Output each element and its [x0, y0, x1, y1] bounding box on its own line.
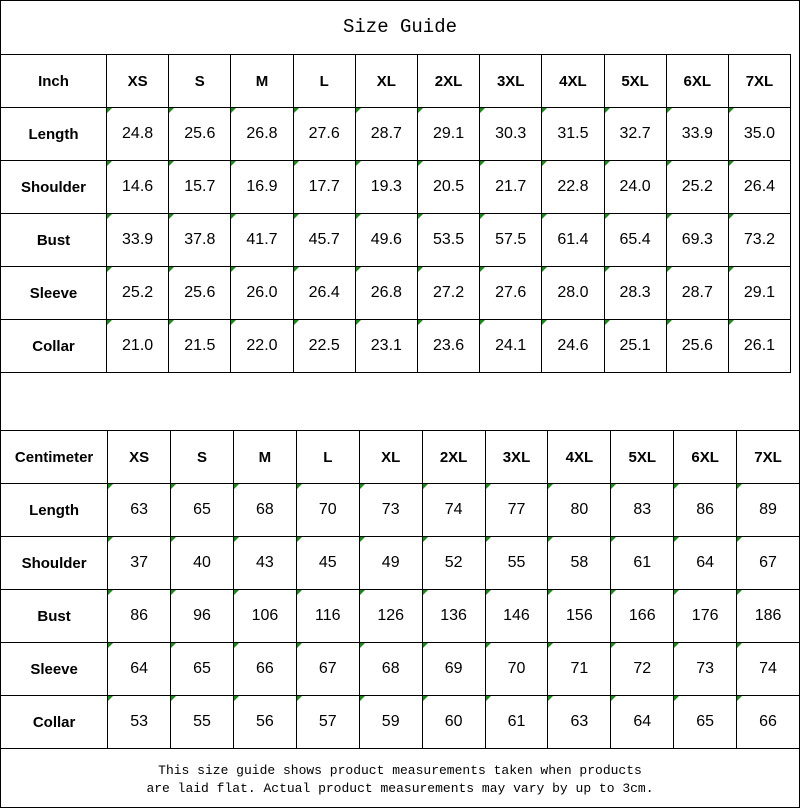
inch-value-cell: 41.7 — [231, 214, 293, 267]
inch-value-cell: 57.5 — [480, 214, 542, 267]
inch-value-cell: 22.0 — [231, 320, 293, 373]
cm-value-cell: 73 — [359, 484, 422, 537]
cm-value-cell: 166 — [611, 590, 674, 643]
cm-value-cell: 59 — [359, 696, 422, 749]
inch-value-cell: 26.0 — [231, 267, 293, 320]
inch-value-cell: 16.9 — [231, 161, 293, 214]
cm-value-cell: 40 — [171, 537, 234, 590]
cm-value-cell: 55 — [485, 537, 548, 590]
cm-row-length — [1, 484, 800, 537]
cm-value-cell: 89 — [737, 484, 800, 537]
cm-size-header: XS — [108, 431, 171, 484]
cm-value-cell: 56 — [233, 696, 296, 749]
inch-value-cell: 28.7 — [666, 267, 728, 320]
cm-value-cell: 70 — [485, 643, 548, 696]
cm-value-cell: 66 — [737, 696, 800, 749]
cm-value-cell: 70 — [296, 484, 359, 537]
cm-value-cell: 156 — [548, 590, 611, 643]
cm-value-cell: 63 — [108, 484, 171, 537]
measurement-note — [0, 754, 800, 806]
inch-size-header: L — [293, 55, 355, 108]
inch-value-cell: 23.1 — [355, 320, 417, 373]
inch-value-cell: 27.6 — [480, 267, 542, 320]
inch-value-cell: 25.2 — [107, 267, 169, 320]
centimeter-size-table — [0, 430, 800, 749]
cm-value-cell: 186 — [737, 590, 800, 643]
cm-value-cell: 74 — [422, 484, 485, 537]
cm-value-cell: 67 — [296, 643, 359, 696]
cm-value-cell: 64 — [108, 643, 171, 696]
inch-size-header: 5XL — [604, 55, 666, 108]
cm-size-header: 5XL — [611, 431, 674, 484]
cm-row-shoulder — [1, 537, 800, 590]
cm-value-cell: 67 — [737, 537, 800, 590]
cm-value-cell: 57 — [296, 696, 359, 749]
inch-value-cell: 25.1 — [604, 320, 666, 373]
cm-row-label: Sleeve — [1, 643, 108, 696]
cm-value-cell: 126 — [359, 590, 422, 643]
cm-value-cell: 106 — [233, 590, 296, 643]
inch-value-cell: 21.7 — [480, 161, 542, 214]
cm-value-cell: 43 — [233, 537, 296, 590]
cm-size-header: L — [296, 431, 359, 484]
inch-value-cell: 29.1 — [728, 267, 790, 320]
cm-value-cell: 60 — [422, 696, 485, 749]
cm-value-cell: 55 — [171, 696, 234, 749]
inch-row-label: Sleeve — [1, 267, 107, 320]
inch-value-cell: 19.3 — [355, 161, 417, 214]
inch-value-cell: 26.8 — [231, 108, 293, 161]
inch-value-cell: 25.6 — [666, 320, 728, 373]
inch-row-length — [1, 108, 800, 161]
inch-row-label: Shoulder — [1, 161, 107, 214]
inch-value-cell: 22.5 — [293, 320, 355, 373]
cm-value-cell: 77 — [485, 484, 548, 537]
inch-row-label: Length — [1, 108, 107, 161]
inch-value-cell: 21.0 — [107, 320, 169, 373]
cm-value-cell: 86 — [108, 590, 171, 643]
inch-value-cell: 20.5 — [417, 161, 479, 214]
cm-value-cell: 68 — [233, 484, 296, 537]
inch-size-header: 7XL — [728, 55, 790, 108]
inch-value-cell: 73.2 — [728, 214, 790, 267]
cm-size-header: M — [233, 431, 296, 484]
inch-value-cell: 24.1 — [480, 320, 542, 373]
cm-value-cell: 65 — [171, 643, 234, 696]
cm-value-cell: 64 — [674, 537, 737, 590]
note-line-2: are laid flat. Actual product measurements may vary by up to 3cm. — [146, 781, 654, 796]
cm-value-cell: 49 — [359, 537, 422, 590]
inch-value-cell: 15.7 — [169, 161, 231, 214]
inch-size-header: 3XL — [480, 55, 542, 108]
inch-size-header: 6XL — [666, 55, 728, 108]
cm-value-cell: 176 — [674, 590, 737, 643]
cm-value-cell: 146 — [485, 590, 548, 643]
inch-value-cell: 24.8 — [107, 108, 169, 161]
inch-value-cell: 26.1 — [728, 320, 790, 373]
inch-row-collar — [1, 320, 800, 373]
inch-value-cell: 26.8 — [355, 267, 417, 320]
cm-size-header: 3XL — [485, 431, 548, 484]
cm-size-header: 2XL — [422, 431, 485, 484]
table-spacer — [0, 377, 800, 430]
note-line-1: This size guide shows product measurements taken when products — [158, 763, 642, 778]
inch-value-cell: 25.6 — [169, 267, 231, 320]
inch-value-cell: 30.3 — [480, 108, 542, 161]
inch-unit-label: Inch — [1, 55, 107, 108]
inch-value-cell: 24.0 — [604, 161, 666, 214]
cm-value-cell: 80 — [548, 484, 611, 537]
inch-size-header: 2XL — [417, 55, 479, 108]
inch-row-sleeve — [1, 267, 800, 320]
cm-row-label: Length — [1, 484, 108, 537]
inch-value-cell: 28.0 — [542, 267, 604, 320]
cm-row-collar — [1, 696, 800, 749]
cm-value-cell: 53 — [108, 696, 171, 749]
cm-value-cell: 74 — [737, 643, 800, 696]
inch-value-cell: 28.7 — [355, 108, 417, 161]
cm-value-cell: 58 — [548, 537, 611, 590]
inch-value-cell: 14.6 — [107, 161, 169, 214]
inch-size-table — [0, 54, 800, 373]
cm-row-label: Shoulder — [1, 537, 108, 590]
cm-value-cell: 65 — [171, 484, 234, 537]
inch-value-cell: 25.6 — [169, 108, 231, 161]
cm-value-cell: 61 — [485, 696, 548, 749]
cm-value-cell: 64 — [611, 696, 674, 749]
cm-value-cell: 71 — [548, 643, 611, 696]
cm-row-label: Collar — [1, 696, 108, 749]
cm-row-label: Bust — [1, 590, 108, 643]
inch-row-shoulder — [1, 161, 800, 214]
inch-value-cell: 33.9 — [666, 108, 728, 161]
inch-value-cell: 49.6 — [355, 214, 417, 267]
inch-size-header: XS — [107, 55, 169, 108]
cm-value-cell: 37 — [108, 537, 171, 590]
inch-value-cell: 25.2 — [666, 161, 728, 214]
inch-value-cell: 22.8 — [542, 161, 604, 214]
cm-value-cell: 73 — [674, 643, 737, 696]
cm-value-cell: 116 — [296, 590, 359, 643]
cm-size-header: XL — [359, 431, 422, 484]
cm-value-cell: 61 — [611, 537, 674, 590]
cm-row-sleeve — [1, 643, 800, 696]
cm-unit-label: Centimeter — [1, 431, 108, 484]
inch-value-cell: 65.4 — [604, 214, 666, 267]
inch-value-cell: 31.5 — [542, 108, 604, 161]
inch-value-cell: 26.4 — [293, 267, 355, 320]
cm-value-cell: 66 — [233, 643, 296, 696]
inch-value-cell: 35.0 — [728, 108, 790, 161]
inch-value-cell: 26.4 — [728, 161, 790, 214]
inch-value-cell: 69.3 — [666, 214, 728, 267]
cm-size-header: S — [171, 431, 234, 484]
inch-value-cell: 24.6 — [542, 320, 604, 373]
cm-value-cell: 45 — [296, 537, 359, 590]
cm-size-header: 7XL — [737, 431, 800, 484]
inch-value-cell: 27.6 — [293, 108, 355, 161]
inch-row-bust — [1, 214, 800, 267]
cm-value-cell: 63 — [548, 696, 611, 749]
inch-value-cell: 23.6 — [417, 320, 479, 373]
inch-value-cell: 28.3 — [604, 267, 666, 320]
cm-size-header: 6XL — [674, 431, 737, 484]
inch-value-cell: 27.2 — [417, 267, 479, 320]
page-title: Size Guide — [342, 16, 458, 38]
inch-value-cell: 53.5 — [417, 214, 479, 267]
inch-value-cell: 29.1 — [417, 108, 479, 161]
cm-value-cell: 65 — [674, 696, 737, 749]
cm-value-cell: 68 — [359, 643, 422, 696]
inch-value-cell: 21.5 — [169, 320, 231, 373]
inch-size-header: M — [231, 55, 293, 108]
cm-value-cell: 83 — [611, 484, 674, 537]
cm-row-bust — [1, 590, 800, 643]
inch-value-cell: 45.7 — [293, 214, 355, 267]
inch-row-label: Collar — [1, 320, 107, 373]
inch-value-cell: 32.7 — [604, 108, 666, 161]
inch-value-cell: 37.8 — [169, 214, 231, 267]
inch-value-cell: 33.9 — [107, 214, 169, 267]
cm-header-row — [1, 431, 800, 484]
cm-value-cell: 136 — [422, 590, 485, 643]
inch-header-row — [1, 55, 800, 108]
cm-value-cell: 86 — [674, 484, 737, 537]
inch-size-header: XL — [355, 55, 417, 108]
cm-value-cell: 69 — [422, 643, 485, 696]
inch-size-header: 4XL — [542, 55, 604, 108]
inch-value-cell: 61.4 — [542, 214, 604, 267]
inch-row-label: Bust — [1, 214, 107, 267]
cm-size-header: 4XL — [548, 431, 611, 484]
inch-value-cell: 17.7 — [293, 161, 355, 214]
inch-size-header: S — [169, 55, 231, 108]
cm-value-cell: 52 — [422, 537, 485, 590]
cm-value-cell: 72 — [611, 643, 674, 696]
cm-value-cell: 96 — [171, 590, 234, 643]
